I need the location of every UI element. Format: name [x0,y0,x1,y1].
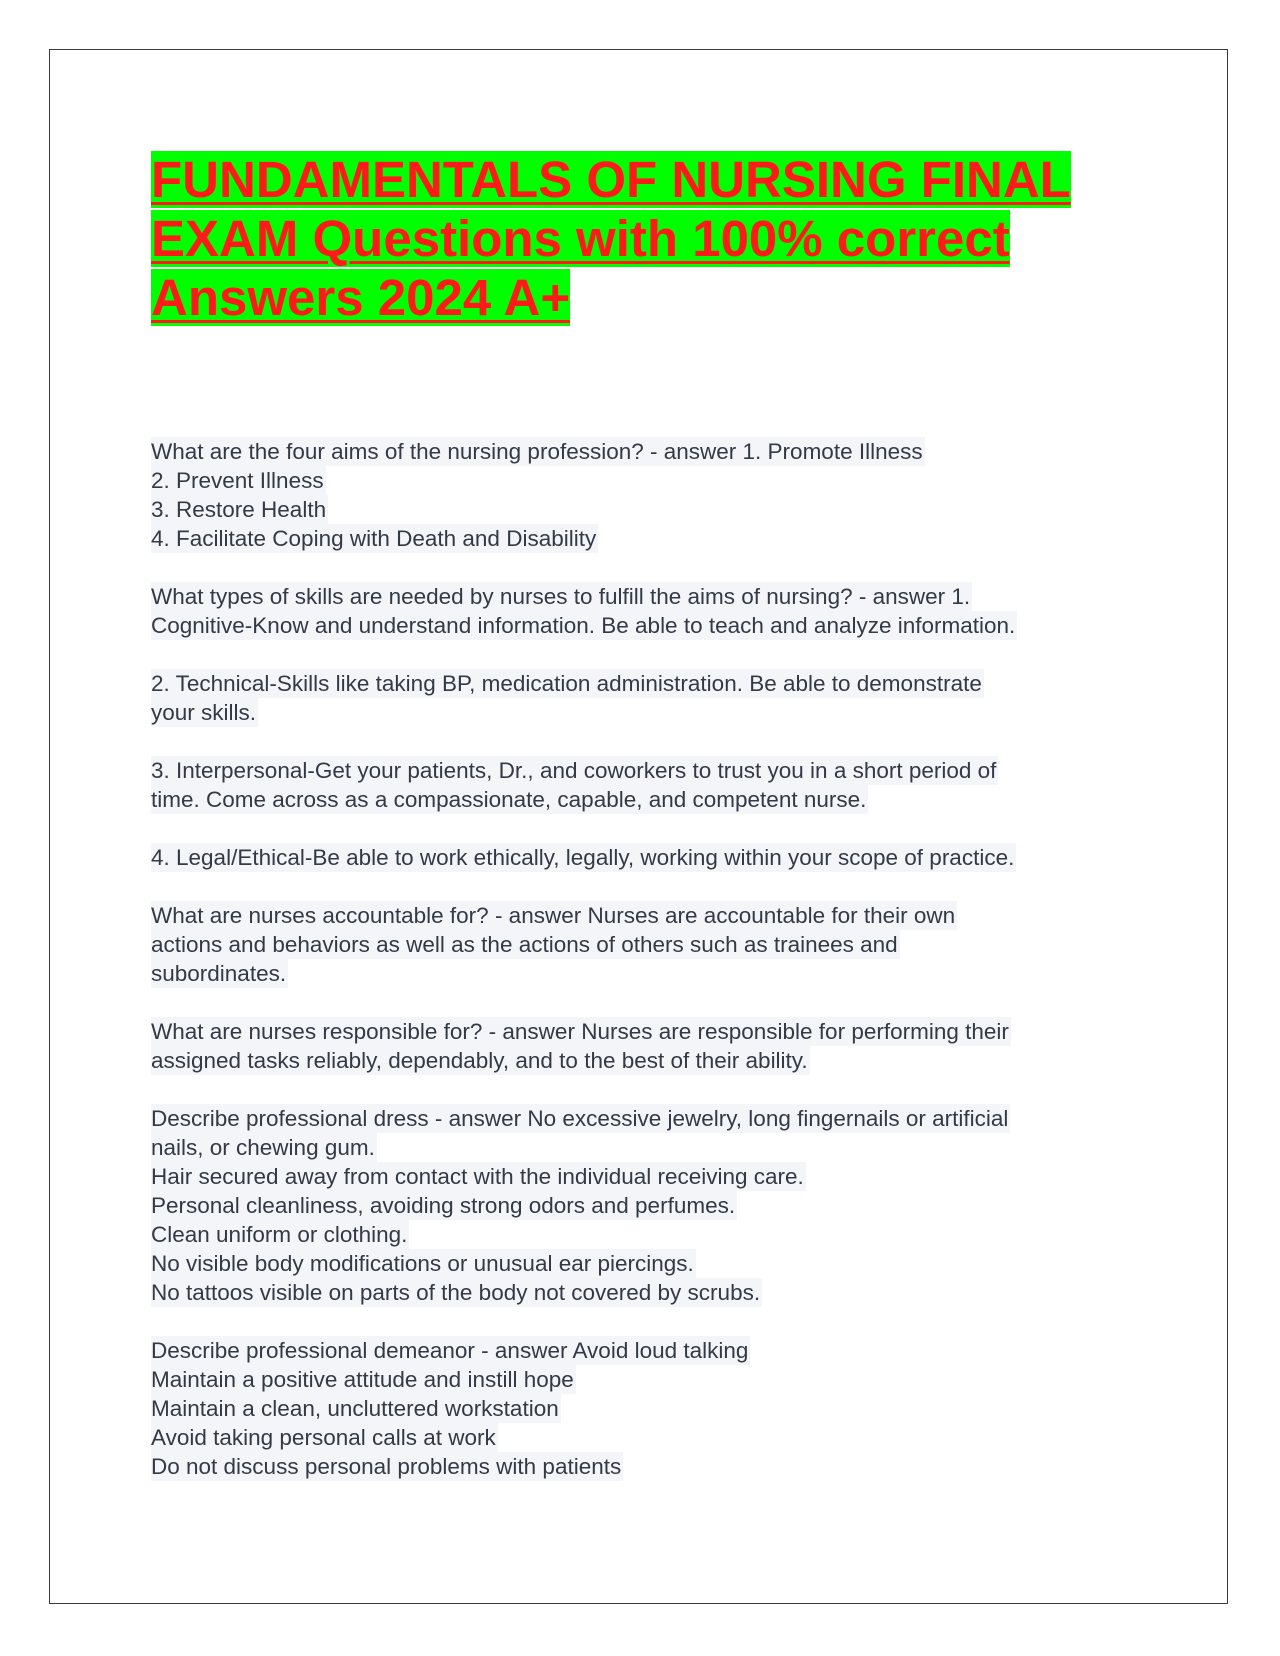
text-line: Avoid taking personal calls at work [151,1425,496,1450]
text-line: Describe professional dress - answer No excessive jewelry, long fingernails or artificial [151,1106,1009,1131]
text-line: 3. Interpersonal-Get your patients, Dr., and coworkers to trust you in a short period of [151,758,997,783]
text-line: No tattoos visible on parts of the body not covered by scrubs. [151,1280,761,1305]
text-line: Maintain a positive attitude and instill hope [151,1367,574,1392]
text-line: No visible body modifications or unusual ear piercings. [151,1251,694,1276]
title-line: Answers 2024 A+ [151,269,571,326]
document-header [151,150,1131,327]
text-line: What are nurses responsible for? - answer Nurses are responsible for performing their [151,1019,1009,1044]
text-line: assigned tasks reliably, dependably, and to the best of their ability. [151,1048,808,1073]
qa-block [151,1017,1151,1075]
title-line: EXAM Questions with 100% correct [151,210,1010,267]
text-line: 4. Legal/Ethical-Be able to work ethically, legally, working within your scope of practice. [151,845,1015,870]
text-line: What types of skills are needed by nurses to fulfill the aims of nursing? - answer 1. [151,584,971,609]
text-line: Clean uniform or clothing. [151,1222,408,1247]
qa-block [151,669,1151,727]
text-line: your skills. [151,700,257,725]
text-line: Maintain a clean, uncluttered workstation [151,1396,559,1421]
text-line: Personal cleanliness, avoiding strong odors and perfumes. [151,1193,736,1218]
document-title [151,150,1131,327]
text-line: 3. Restore Health [151,497,327,522]
text-line: 2. Prevent Illness [151,468,324,493]
title-line: FUNDAMENTALS OF NURSING FINAL [151,151,1071,208]
qa-block [151,582,1151,640]
text-line: actions and behaviors as well as the actions of others such as trainees and [151,932,898,957]
qa-block [151,901,1151,988]
qa-block [151,1336,1151,1481]
text-line: subordinates. [151,961,287,986]
text-line: Do not discuss personal problems with patients [151,1454,622,1479]
text-line: Describe professional demeanor - answer Avoid loud talking [151,1338,749,1363]
qa-block [151,756,1151,814]
qa-block [151,437,1151,553]
text-line: Cognitive-Know and understand information. Be able to teach and analyze information. [151,613,1016,638]
text-line: What are nurses accountable for? - answer Nurses are accountable for their own [151,903,956,928]
text-line: What are the four aims of the nursing profession? - answer 1. Promote Illness [151,439,923,464]
text-line: time. Come across as a compassionate, capable, and competent nurse. [151,787,867,812]
text-line: nails, or chewing gum. [151,1135,375,1160]
text-line: 2. Technical-Skills like taking BP, medication administration. Be able to demonstrate [151,671,982,696]
qa-block [151,843,1151,872]
qa-block [151,1104,1151,1307]
text-line: 4. Facilitate Coping with Death and Disability [151,526,597,551]
text-line: Hair secured away from contact with the individual receiving care. [151,1164,804,1189]
document-body [151,437,1151,1510]
